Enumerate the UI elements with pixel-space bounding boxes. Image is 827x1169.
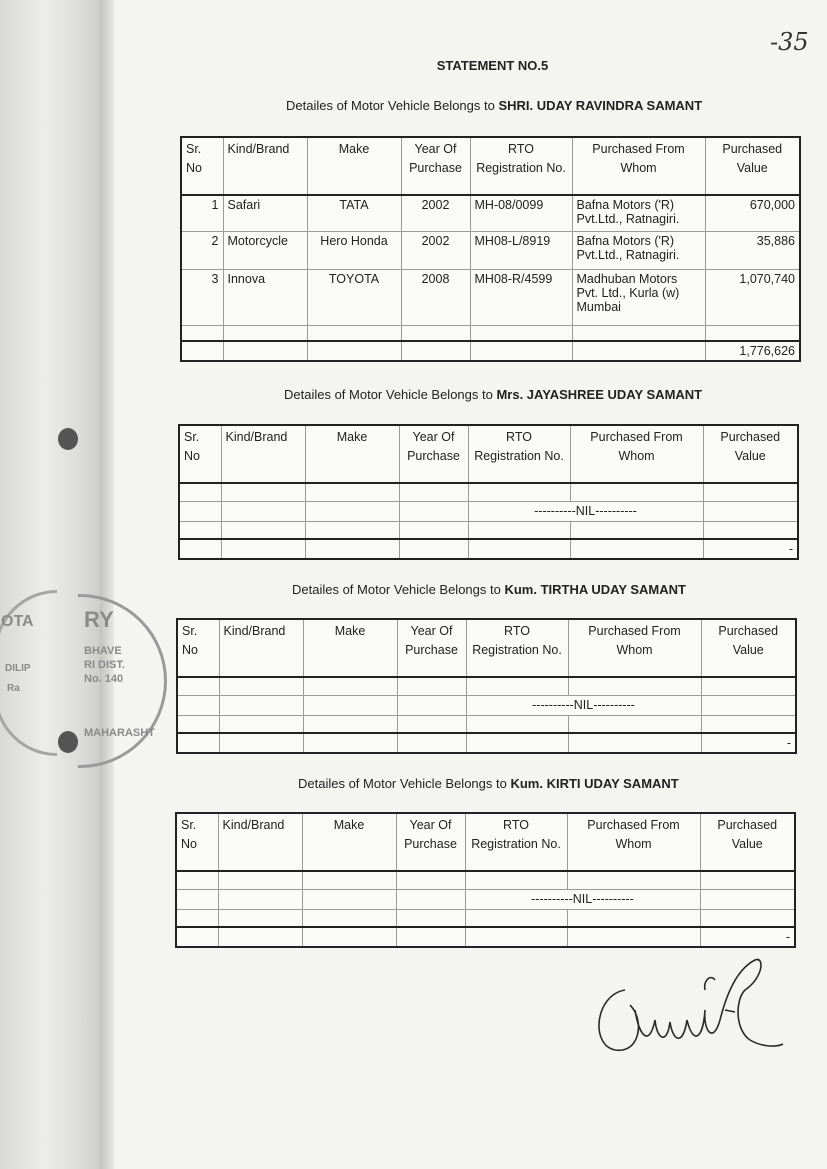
notary-seal-left: OTA DILIP Ra [0,590,57,756]
col-header-purchased-value: Purchased Value [705,137,800,195]
vehicle-table [176,618,797,754]
page-number: -35 [770,28,809,56]
col-header-rto: RTO Registration No. [468,425,570,483]
col-header-make: Make [303,619,397,677]
table-total-row [181,341,800,361]
col-header-purchased-from: Purchased From Whom [567,813,700,871]
col-header-year: Year Of Purchase [399,425,468,483]
table-row: 3 Innova TOYOTA 2008 MH08-R/4599 Madhuban Motors Pvt. Ltd., Kurla (w) Mumbai 1,070,740 [181,269,800,325]
section-heading: Detailes of Motor Vehicle Belongs to Kum. KIRTI UDAY SAMANT [298,776,679,791]
col-header-purchased-from: Purchased From Whom [570,425,703,483]
col-header-year: Year Of Purchase [401,137,470,195]
total-value: - [703,539,798,559]
binding-strip [0,0,112,1169]
col-header-purchased-value: Purchased Value [701,619,796,677]
table-header-row [176,813,795,871]
nil-row [177,695,796,715]
section-heading: Detailes of Motor Vehicle Belongs to SHRI. UDAY RAVINDRA SAMANT [286,98,703,113]
col-header-kind-brand: Kind/Brand [218,813,302,871]
col-header-year: Year Of Purchase [396,813,465,871]
punch-hole [58,428,78,450]
col-header-rto: RTO Registration No. [466,619,568,677]
table-row-empty [177,677,796,695]
table-row-empty [177,715,796,733]
table-row: 1 Safari TATA 2002 MH-08/0099 Bafna Motors ('R) Pvt.Ltd., Ratnagiri. 670,000 [181,195,800,231]
col-header-purchased-from: Purchased From Whom [572,137,705,195]
table-row-empty [176,871,795,889]
col-header-sr-no: Sr. No [177,619,219,677]
handwritten-signature [585,950,785,1060]
binding-edge [100,0,114,1169]
table-total-row [179,539,798,559]
col-header-rto: RTO Registration No. [470,137,572,195]
vehicle-table [175,812,796,948]
table-row-empty [179,483,798,501]
nil-row [179,501,798,521]
statement-title: STATEMENT NO.5 [436,58,549,73]
vehicle-table [180,136,801,362]
col-header-kind-brand: Kind/Brand [221,425,305,483]
table-row: 2 Motorcycle Hero Honda 2002 MH08-L/8919 Bafna Motors ('R) Pvt.Ltd., Ratnagiri. 35,886 [181,231,800,269]
vehicle-table [178,424,799,560]
col-header-kind-brand: Kind/Brand [223,137,307,195]
col-header-make: Make [302,813,396,871]
nil-row [176,889,795,909]
nil-text: ----------NIL---------- [466,695,701,715]
col-header-purchased-from: Purchased From Whom [568,619,701,677]
col-header-purchased-value: Purchased Value [703,425,798,483]
total-value: - [701,733,796,753]
table-row-empty [176,909,795,927]
notary-seal: RY BHAVE RI DIST. No. 140 MAHARASHT [78,594,167,768]
col-header-sr-no: Sr. No [179,425,221,483]
col-header-make: Make [305,425,399,483]
table-header-row [181,137,800,195]
col-header-make: Make [307,137,401,195]
col-header-purchased-value: Purchased Value [700,813,795,871]
total-value: 1,776,626 [705,341,800,361]
table-total-row [176,927,795,947]
col-header-sr-no: Sr. No [176,813,218,871]
table-total-row [177,733,796,753]
col-header-kind-brand: Kind/Brand [219,619,303,677]
table-header-row [177,619,796,677]
nil-text: ----------NIL---------- [468,501,703,521]
col-header-sr-no: Sr. No [181,137,223,195]
table-header-row [179,425,798,483]
nil-text: ----------NIL---------- [465,889,700,909]
section-heading: Detailes of Motor Vehicle Belongs to Mrs. JAYASHREE UDAY SAMANT [284,387,703,402]
table-row-empty [181,325,800,341]
col-header-rto: RTO Registration No. [465,813,567,871]
total-value: - [700,927,795,947]
table-row-empty [179,521,798,539]
punch-hole [58,731,78,753]
col-header-year: Year Of Purchase [397,619,466,677]
section-heading: Detailes of Motor Vehicle Belongs to Kum. TIRTHA UDAY SAMANT [292,582,686,597]
